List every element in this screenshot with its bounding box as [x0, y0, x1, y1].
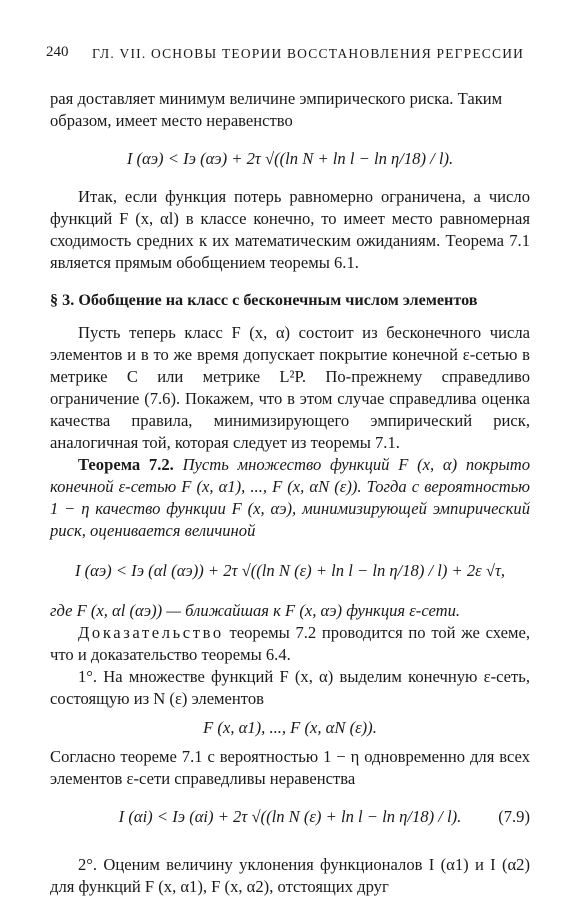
- page-number: 240: [46, 44, 69, 60]
- formula-4-body: I (αi) < Iэ (αi) + 2τ √((ln N (ε) + ln l − ln η/18) / l).: [118, 807, 462, 826]
- formula-4: [50, 790, 530, 844]
- paragraph-8: 2°. Оценим величину уклонения функционалов I (α1) и I (α2) для функций F (x, α1), F (x, α2), отстоящих друг: [50, 855, 530, 896]
- spacer: [50, 844, 530, 854]
- running-header: [46, 44, 539, 66]
- paragraph-4: где F (x, αl (αэ)) — ближайшая к F (x, αэ) функция ε-сети.: [50, 601, 461, 620]
- proof-text: теоремы 7.2 проводится по той же схеме, что и доказательство теоремы 6.4.: [50, 623, 530, 664]
- formula-1: I (αэ) < Iэ (αэ) + 2τ √((ln N + ln l − ln η/18) / l).: [126, 149, 454, 168]
- proof-word: Доказательство: [78, 623, 224, 642]
- theorem-statement: Пусть множество функций F (x, α) покрыто конечной ε-сетью F (x, α1), ..., F (x, αN (ε)). Тогда с вероятностью 1 − η качество функции F (x, αэ), минимизирующей эмпирический риск, оценивается величиной: [50, 455, 531, 540]
- page-body: [50, 88, 530, 898]
- paragraph-5: [50, 622, 530, 666]
- theorem-7-2: [50, 454, 530, 542]
- theorem-label: Теорема 7.2.: [78, 455, 174, 474]
- section-heading: § 3. Обобщение на класс с бесконечным числом элементов: [50, 291, 478, 309]
- equation-number: (7.9): [498, 807, 530, 826]
- formula-2: I (αэ) < Iэ (αl (αэ)) + 2τ √((ln N (ε) + ln l − ln η/18) / l) + 2ε √τ,: [74, 561, 506, 580]
- paragraph-2: Итак, если функция потерь равномерно ограничена, а число функций F (x, αl) в классе конечно, то имеет место равномерная сходимость средних к их математическим ожиданиям. Теорема 7.1 является прямым обобщением теоремы 6.1.: [50, 187, 530, 272]
- formula-3: F (x, α1), ..., F (x, αN (ε)).: [203, 718, 377, 737]
- paragraph-7: Согласно теореме 7.1 с вероятностью 1 − η одновременно для всех элементов ε-сети справедливы неравенства: [50, 747, 530, 788]
- paragraph-3: Пусть теперь класс F (x, α) состоит из бесконечного числа элементов и в то же время допускает покрытие конечной ε-сетью в метрике C или метрике L²P. По-прежнему справедливо ограничение (7.6). Покажем, что в этом случае справедлива оценка качества правила, минимизирующего эмпирический риск, аналогичная той, которая следует из теоремы 7.1.: [50, 323, 530, 452]
- paragraph-6: 1°. На множестве функций F (x, α) выделим конечную ε-сеть, состоящую из N (ε) элементов: [50, 667, 530, 708]
- paragraph-1: рая доставляет минимум величине эмпирического риска. Таким образом, имеет место неравенство: [50, 89, 503, 130]
- chapter-title: ГЛ. VII. ОСНОВЫ ТЕОРИИ ВОССТАНОВЛЕНИЯ РЕГРЕССИИ: [92, 46, 525, 61]
